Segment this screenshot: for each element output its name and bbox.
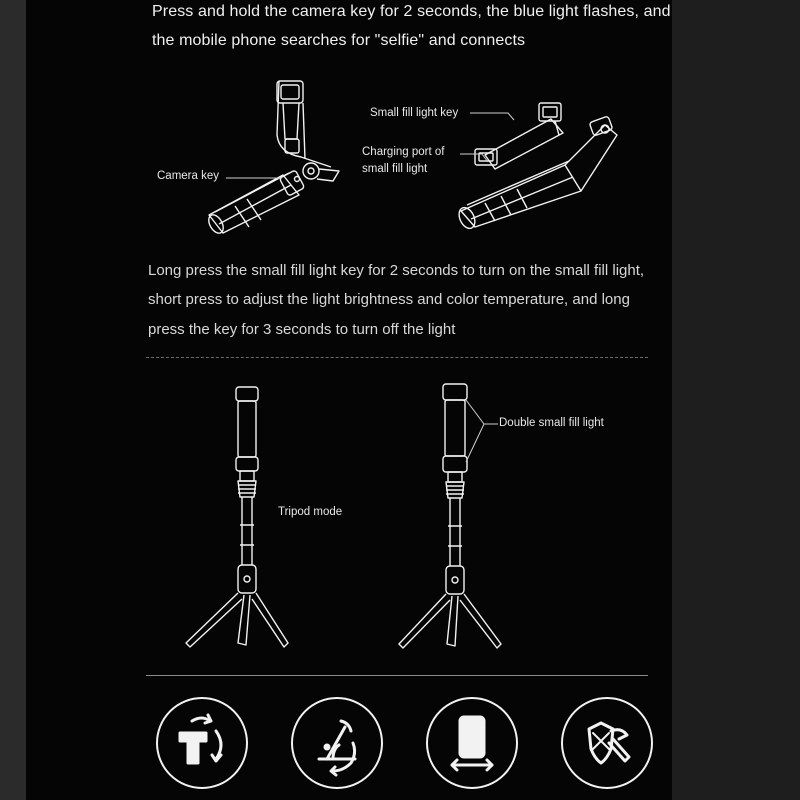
- right-margin-bar: [672, 0, 800, 800]
- angle-adjust-icon: [291, 697, 383, 789]
- rotation-tripod-icon: [156, 697, 248, 789]
- fill-light-key-label: Small fill light key: [370, 107, 459, 119]
- charging-port-label-line-2: small fill light: [362, 163, 428, 175]
- intro-text-line-2: the mobile phone searches for "selfie" and connects: [152, 32, 526, 49]
- phone-width-icon: [426, 697, 518, 789]
- camera-key-label: Camera key: [157, 170, 219, 182]
- solid-divider: [146, 675, 648, 676]
- callout-leader-lines-top: [460, 110, 530, 170]
- intro-text-line-1: Press and hold the camera key for 2 seconds, the blue light flashes, and: [152, 3, 671, 20]
- left-margin-bar: [0, 0, 26, 800]
- double-light-leader-line: [466, 398, 502, 468]
- fill-light-instruction-line-1: Long press the small fill light key for 2 seconds to turn on the small fill light,: [148, 262, 645, 279]
- double-light-label: Double small fill light: [499, 417, 604, 429]
- charging-port-label-line-1: Charging port of: [362, 146, 445, 158]
- fill-light-instruction-line-2: short press to adjust the light brightness and color temperature, and long: [148, 291, 630, 308]
- dashed-divider: [146, 357, 648, 358]
- fill-light-instruction-line-3: press the key for 3 seconds to turn off the light: [148, 321, 456, 338]
- selfie-stick-folded-illustration: [205, 75, 355, 235]
- durable-shield-icon: [561, 697, 653, 789]
- camera-key-leader-line: [226, 176, 286, 186]
- tripod-mode-label: Tripod mode: [278, 506, 343, 518]
